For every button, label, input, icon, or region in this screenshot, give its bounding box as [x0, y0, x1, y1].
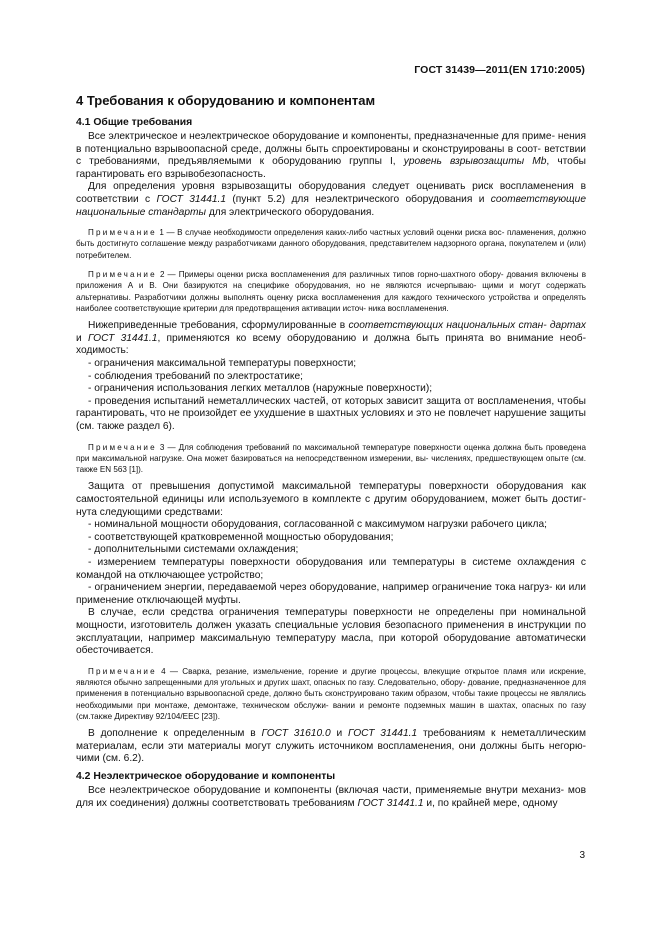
page-content	[76, 93, 586, 810]
document-header: ГОСТ 31439—2011(EN 1710:2005)	[414, 64, 585, 76]
paragraph-5: В случае, если средства ограничения температуры поверхности не определены при номинальной мощности, изготовитель должен указать специальные условия безопасного применения в инструкции по эксплуатации, например максимальную температуру масла, при которой оборудование автоматически обесточивается.	[76, 607, 586, 657]
list-1-item: - ограничения использования легких металлов (наружные поверхности);	[88, 383, 433, 395]
paragraph-1: Все электрическое и неэлектрическое оборудование и компоненты, предназначенные для приме- нения в потенциально взрывоопасной среде, должны быть спроектированы и сконструированы в соот- ветствии с требованиями, предъявляемыми к оборудованию группы I, уровень взрывозащиты Mb, чтобы гарантировать его взрывобезопасность.	[76, 131, 587, 180]
page-number: 3	[579, 850, 585, 861]
list-2-item: - соответствующей кратковременной мощностью оборудования;	[88, 531, 394, 543]
paragraph-4: Защита от превышения допустимой максимальной температуры поверхности оборудования как самостоятельной единицы или используемого в комплекте с другим оборудованием, может быть достиг- нута следующими средствами:	[76, 481, 586, 518]
section-4-2-title: 4.2 Неэлектрическое оборудование и компоненты	[76, 771, 336, 783]
paragraph-7: Все неэлектрическое оборудование и компоненты (включая части, применяемые внутри механиз- мов для их соединения) должны соответствовать требованиям ГОСТ 31441.1 и, по крайней мере, одному	[76, 785, 586, 809]
list-1-item: - ограничения максимальной температуры поверхности;	[88, 358, 357, 370]
section-4-title: 4 Требования к оборудованию и компонентам	[76, 93, 376, 108]
paragraph-2: Для определения уровня взрывозащиты оборудования следует оценивать риск воспламенения в соответствии с ГОСТ 31441.1 (пункт 5.2) для неэлектрического оборудования и соответствующие национальные стандарты для электрического оборудования.	[76, 181, 586, 218]
note-1: Примечание 1 — В случае необходимости определения каких-либо частных условий оценки риска вос- пламенения, должно быть достигнуто соглашение между разработчиками данного оборудования, представителем надзорного органа, покупателем и (или) потребителем.	[76, 228, 586, 260]
list-1-item: - проведения испытаний неметаллических частей, от которых зависит защита от воспламенения, чтобы гарантировать, что не произойдет ее ухудшение в шахтных условиях и это не повлечет нарушение защиты (см. также раздел 6).	[76, 395, 586, 432]
paragraph-6: В дополнение к определенным в ГОСТ 31610.0 и ГОСТ 31441.1 требованиям к неметаллическим материалам, если эти материалы могут служить источником воспламенения, они должны быть негорю- чими (см. 6.2).	[76, 728, 586, 765]
list-2-item: - измерением температуры поверхности оборудования или температуры в системе охлаждения с командой на отключающее устройство;	[76, 557, 586, 581]
note-2: Примечание 2 — Примеры оценки риска воспламенения для различных типов горно-шахтного обору- дования включены в приложения А и В. Они базируются на специфике оборудования, но не являются исчерпываю- щими и могут содержать альтернативы. Разработчики должны выполнять оценку риска воспламенения для каждого технического устройства и определять наиболее соответствующие критерии для предотвращения активации источ- ника воспламенения.	[76, 270, 586, 313]
list-1-item: - соблюдения требований по электростатике;	[88, 370, 303, 382]
note-3: Примечание 3 — Для соблюдения требований по максимальной температуре поверхности оценка должна быть проведена при максимальной нагрузке. Она может базироваться на непосредственном измерении, вы- числениях, предшествующем опыте (см. также EN 563 [1]).	[76, 442, 586, 475]
list-2-item: - ограничением энергии, передаваемой через оборудование, например ограничение тока нагруз- ки или применение отключающей муфты.	[76, 582, 586, 606]
section-4-1-title: 4.1 Общие требования	[76, 117, 193, 128]
note-4: Примечание 4 — Сварка, резание, измельчение, горение и другие процессы, влекущие открытое пламя или искрение, являются обычно запрещенными для угольных и других шахт, опасных по газу. Следовательно, обору- дование, предназначенное для применения в потенциально взрывоопасной среде, должно быть сконструировано таким образом, чтобы такие процессы не являлись необходимыми при монтаже, демонтаже, техническом обслужи- вании и ремонте подземных машин в шахтах, опасных по газу (см.также Директиву 92/104/ЕЕС [23]).	[76, 666, 586, 721]
list-2-item: - номинальной мощности оборудования, согласованной с максимумом нагрузки рабочего цикла;	[88, 519, 547, 531]
list-2-item: - дополнительными системами охлаждения;	[88, 544, 299, 556]
paragraph-3: Нижеприведенные требования, сформулированные в соответствующих национальных стан- дартах и ГОСТ 31441.1, применяются ко всему оборудованию и должна быть принята во внимание необ- ходимость:	[76, 320, 587, 357]
